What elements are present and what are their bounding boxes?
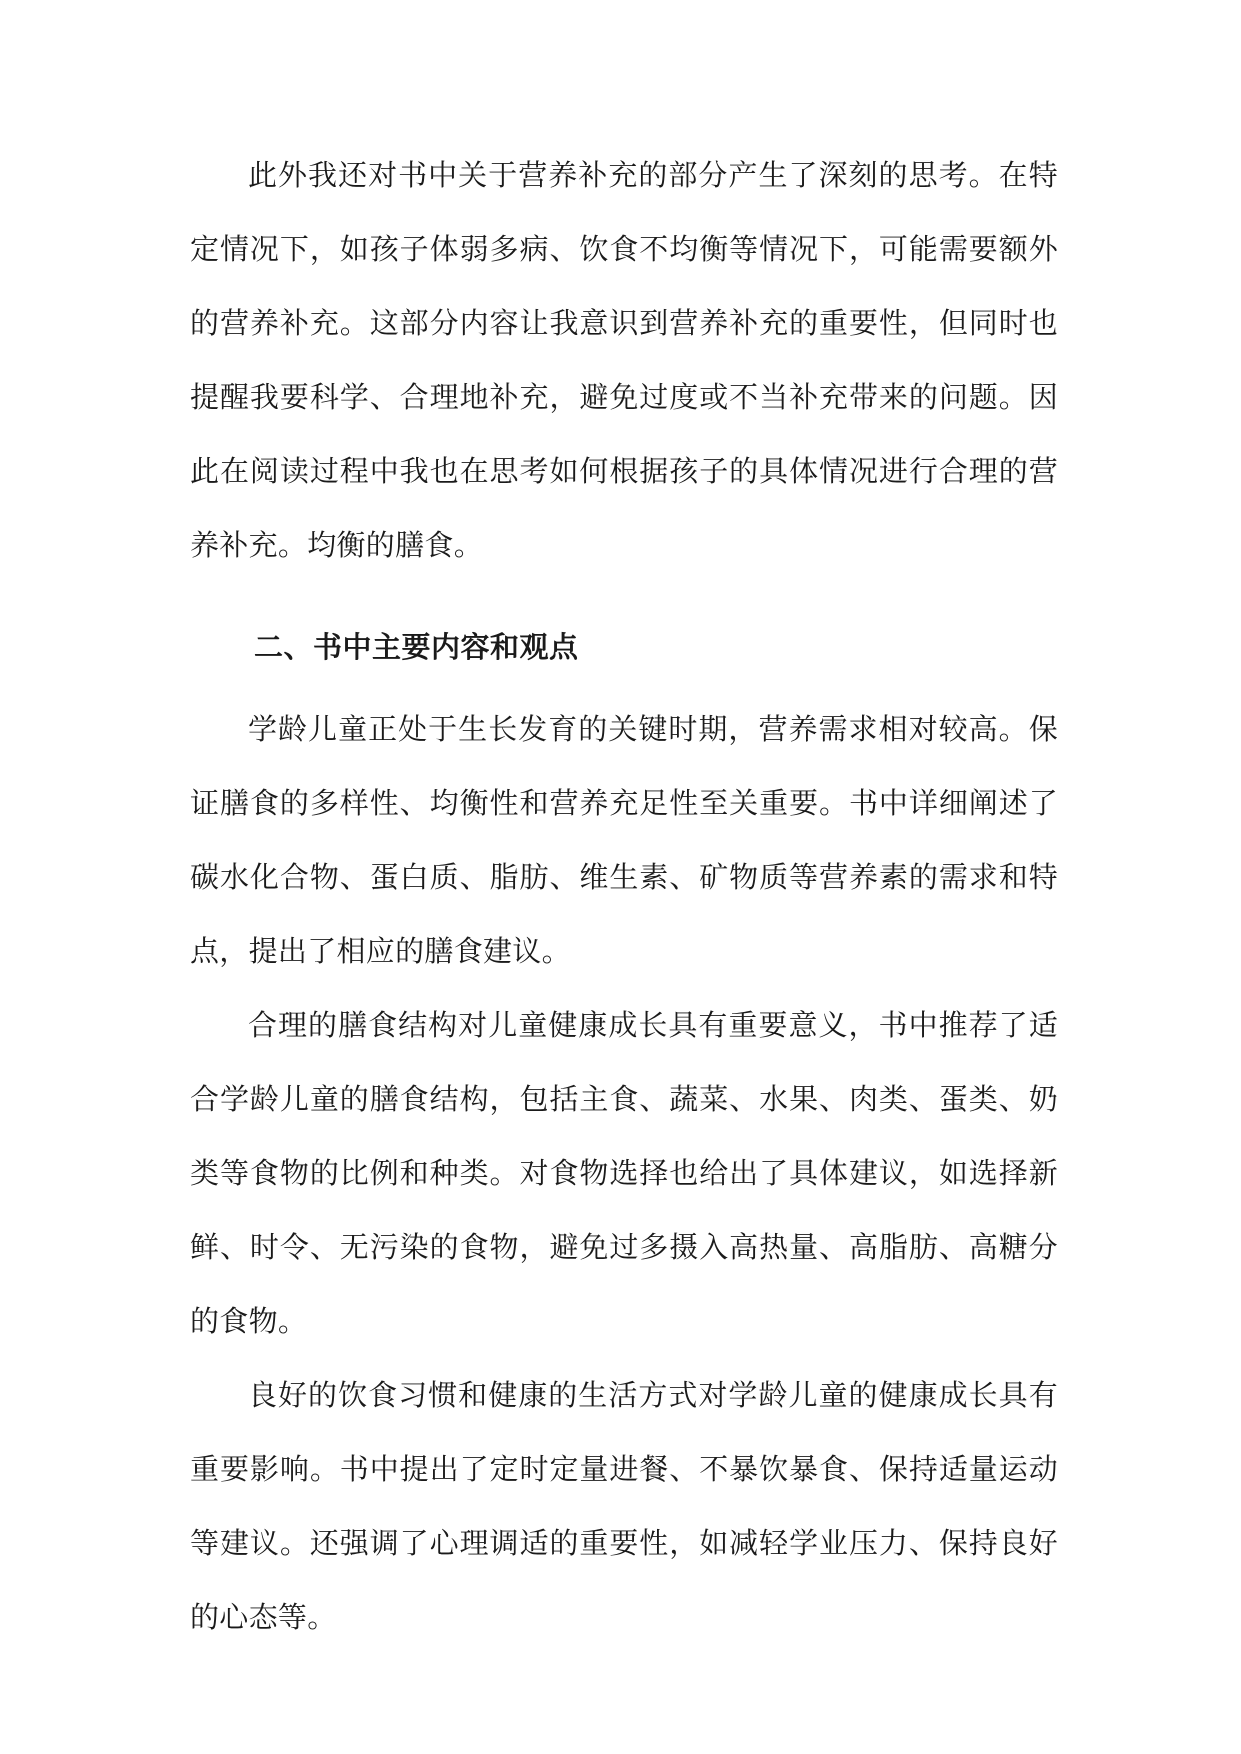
paragraph-eating-habits: 良好的饮食习惯和健康的生活方式对学龄儿童的健康成长具有重要影响。书中提出了定时定量进餐、不暴饮暴食、保持适量运动等建议。还强调了心理调适的重要性，如减轻学业压力、保持良好的心态等。 <box>190 1378 1058 1634</box>
paragraph-nutrition-needs: 学龄儿童正处于生长发育的关键时期，营养需求相对较高。保证膳食的多样性、均衡性和营养充足性至关重要。书中详细阐述了碳水化合物、蛋白质、脂肪、维生素、矿物质等营养素的需求和特点，提出了相应的膳食建议。 <box>190 712 1058 968</box>
paragraph-nutrition-supplement: 此外我还对书中关于营养补充的部分产生了深刻的思考。在特定情况下，如孩子体弱多病、饮食不均衡等情况下，可能需要额外的营养补充。这部分内容让我意识到营养补充的重要性，但同时也提醒我要科学、合理地补充，避免过度或不当补充带来的问题。因此在阅读过程中我也在思考如何根据孩子的具体情况进行合理的营养补充。均衡的膳食。 <box>190 158 1058 562</box>
section-heading: 二、书中主要内容和观点 <box>254 630 579 664</box>
document-body <box>190 138 1058 1654</box>
paragraph-diet-structure: 合理的膳食结构对儿童健康成长具有重要意义，书中推荐了适合学龄儿童的膳食结构，包括主食、蔬菜、水果、肉类、蛋类、奶类等食物的比例和种类。对食物选择也给出了具体建议，如选择新鲜、时令、无污染的食物，避免过多摄入高热量、高脂肪、高糖分的食物。 <box>190 1008 1058 1338</box>
